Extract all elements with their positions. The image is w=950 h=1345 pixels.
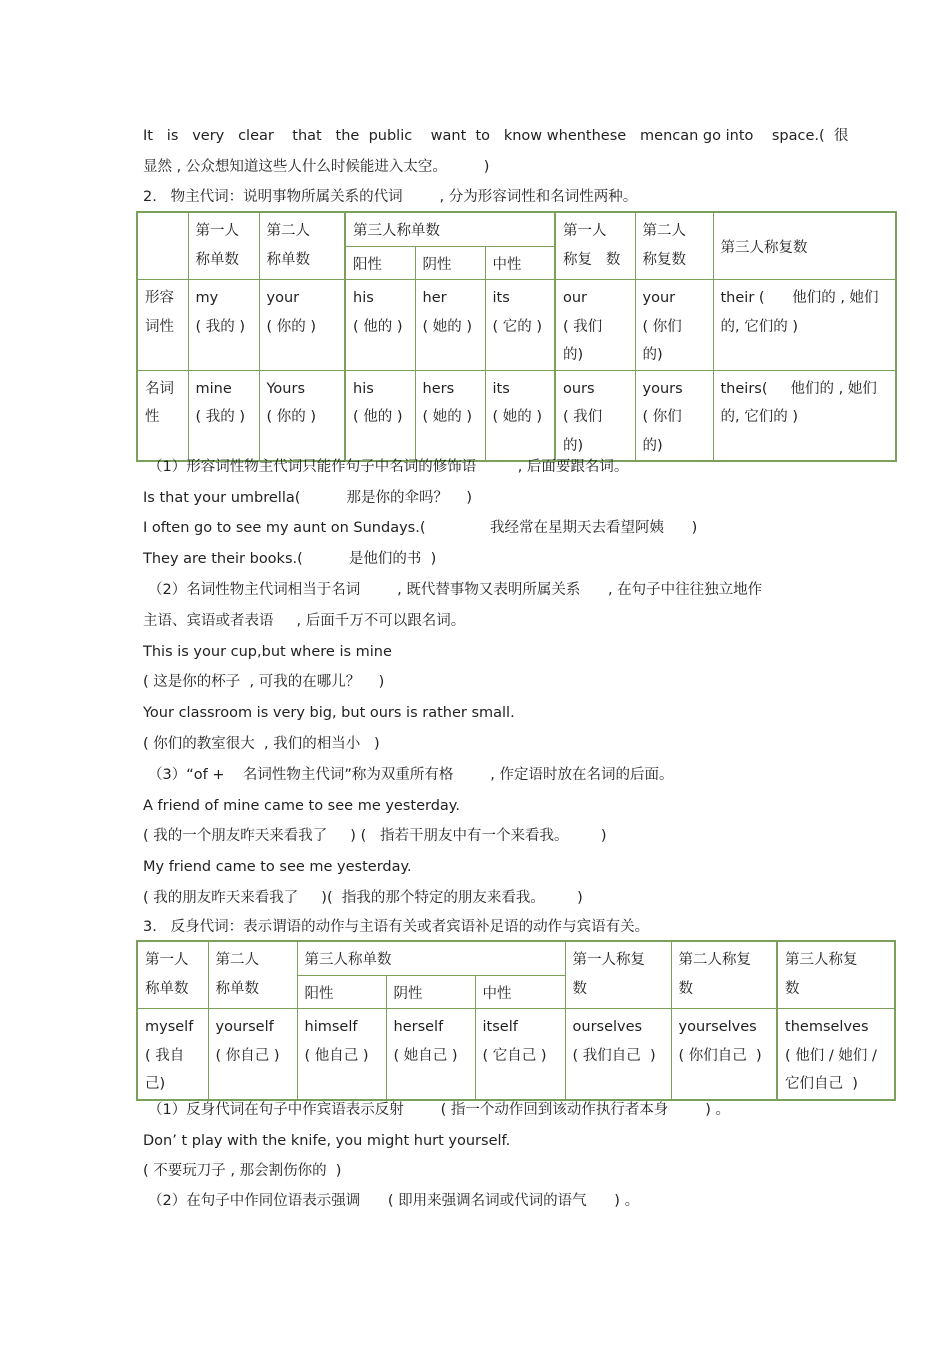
- table-cell: herself ( 她自己 ): [386, 1009, 475, 1100]
- note-noun-possessive: （2）名词性物主代词相当于名词 , 既代替事物又表明所属关系 , 在句子中往往独立地作: [148, 582, 763, 598]
- section-heading-possessive: 2. 物主代词：说明事物所属关系的代词 , 分为形容词性和名词性两种。: [143, 189, 638, 205]
- header-first-plural: 第一人称复 数: [565, 941, 671, 1009]
- header-third-plural: 第三人称复 数: [777, 941, 895, 1009]
- header-second-plural: 第二人 称复数: [635, 212, 713, 280]
- table-cell: yourself ( 你自己 ): [208, 1009, 297, 1100]
- example-translation: ( 我的朋友昨天来看我了 )( 指我的那个特定的朋友来看我。 ): [143, 890, 583, 906]
- example-line: I often go to see my aunt on Sundays.( 我经常在星期天去看望阿姨 ): [143, 520, 698, 536]
- example-line: A friend of mine came to see me yesterday.: [143, 798, 460, 814]
- header-first-singular: 第一人 称单数: [137, 941, 208, 1009]
- note-reflexive-object: （1）反身代词在句子中作宾语表示反射 ( 指一个动作回到该动作执行者本身 ) 。: [148, 1102, 731, 1118]
- example-line: This is your cup,but where is mine: [143, 644, 392, 660]
- table-cell: our ( 我们 的): [555, 280, 635, 371]
- table-cell: yours ( 你们 的): [635, 370, 713, 461]
- table-cell: my ( 我的 ): [188, 280, 259, 371]
- reflexive-pronoun-table: [136, 940, 896, 1101]
- table-cell: hers ( 她的 ): [415, 370, 485, 461]
- intro-line-2: 显然 , 公众想知道这些人什么时候能进入太空。 ): [143, 159, 490, 175]
- header-third-plural: 第三人称复数: [713, 212, 896, 280]
- header-masculine: 阳性: [345, 246, 415, 280]
- example-translation: ( 这是你的杯子 , 可我的在哪儿？ ): [143, 674, 385, 690]
- header-neuter: 中性: [475, 975, 565, 1009]
- header-feminine: 阴性: [415, 246, 485, 280]
- table-cell: itself ( 它自己 ): [475, 1009, 565, 1100]
- table-cell: her ( 她的 ): [415, 280, 485, 371]
- example-line: Is that your umbrella( 那是你的伞吗？ ): [143, 490, 473, 506]
- table-cell: his ( 他的 ): [345, 370, 415, 461]
- note-adjective-possessive: （1）形容词性物主代词只能作句子中名词的修饰语 , 后面要跟名词。: [148, 459, 629, 475]
- header-feminine: 阴性: [386, 975, 475, 1009]
- note-reflexive-emphasis: （2）在句子中作同位语表示强调 ( 即用来强调名词或代词的语气 ) 。: [148, 1193, 640, 1209]
- row-label-adjective: 形容 词性: [137, 280, 188, 371]
- table-cell: its ( 它的 ): [485, 280, 555, 371]
- header-second-plural: 第二人称复 数: [671, 941, 777, 1009]
- intro-line-1: It is very clear that the public want to know whenthese mencan go into space.( 很: [143, 128, 849, 144]
- table-cell: your ( 你的 ): [259, 280, 345, 371]
- header-third-singular: 第三人称单数: [345, 212, 555, 246]
- header-third-singular: 第三人称单数: [297, 941, 565, 975]
- table-cell: yourselves ( 你们自己 ): [671, 1009, 777, 1100]
- table-cell: its ( 她的 ): [485, 370, 555, 461]
- table-cell: myself ( 我自 己): [137, 1009, 208, 1100]
- example-line: My friend came to see me yesterday.: [143, 859, 412, 875]
- table-cell: his ( 他的 ): [345, 280, 415, 371]
- example-translation: ( 你们的教室很大 , 我们的相当小 ): [143, 736, 380, 752]
- possessive-pronoun-table: [136, 211, 897, 462]
- header-first-plural: 第一人 称复 数: [555, 212, 635, 280]
- table-cell: ourselves ( 我们自己 ): [565, 1009, 671, 1100]
- row-label-noun: 名词 性: [137, 370, 188, 461]
- note-noun-possessive-cont: 主语、宾语或者表语 , 后面千万不可以跟名词。: [143, 613, 466, 629]
- header-second-singular: 第二人 称单数: [208, 941, 297, 1009]
- example-line: Your classroom is very big, but ours is rather small.: [143, 705, 515, 721]
- table-cell: mine ( 我的 ): [188, 370, 259, 461]
- table-cell: himself ( 他自己 ): [297, 1009, 386, 1100]
- example-translation: ( 不要玩刀子 , 那会割伤你的 ): [143, 1163, 342, 1179]
- example-line: Don’ t play with the knife, you might hurt yourself.: [143, 1133, 511, 1149]
- table-cell: ours ( 我们 的): [555, 370, 635, 461]
- example-line: They are their books.( 是他们的书 ): [143, 551, 437, 567]
- header-second-singular: 第二人 称单数: [259, 212, 345, 280]
- table-cell: Yours ( 你的 ): [259, 370, 345, 461]
- example-translation: ( 我的一个朋友昨天来看我了 ) ( 指若干朋友中有一个来看我。 ): [143, 828, 607, 844]
- header-masculine: 阳性: [297, 975, 386, 1009]
- header-first-singular: 第一人 称单数: [188, 212, 259, 280]
- table-corner-cell: [137, 212, 188, 280]
- section-heading-reflexive: 3. 反身代词：表示谓语的动作与主语有关或者宾语补足语的动作与宾语有关。: [143, 919, 650, 935]
- table-cell: themselves ( 他们 / 她们 / 它们自己 ): [777, 1009, 895, 1100]
- table-cell: theirs( 他们的 , 她们 的, 它们的 ): [713, 370, 896, 461]
- header-neuter: 中性: [485, 246, 555, 280]
- table-cell: their ( 他们的 , 她们 的, 它们的 ): [713, 280, 896, 371]
- table-cell: your ( 你们 的): [635, 280, 713, 371]
- note-double-possessive: （3）“of + 名词性物主代词”称为双重所有格 , 作定语时放在名词的后面。: [148, 767, 674, 783]
